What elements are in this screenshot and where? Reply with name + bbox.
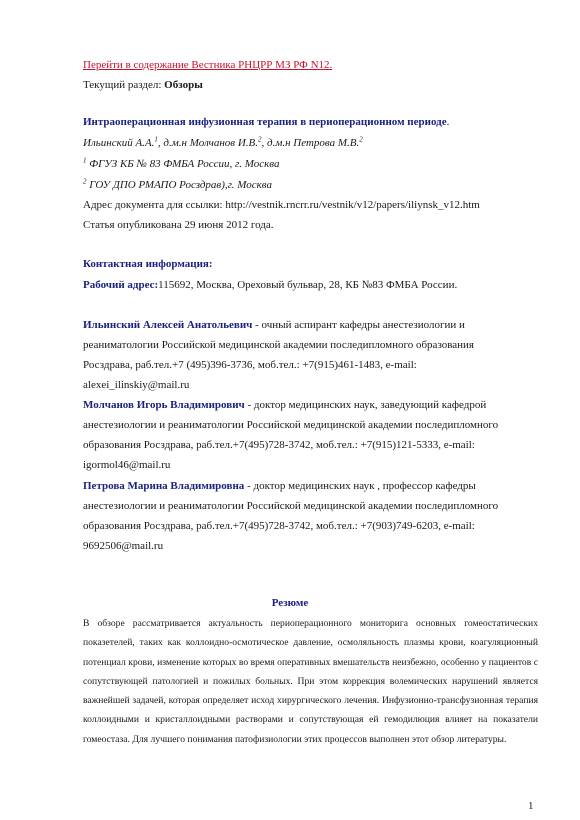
affiliation-text: ФГУЗ КБ № 83 ФМБА России, г. Москва [86,158,280,170]
work-address [83,278,457,292]
person-line [83,479,476,493]
author-sup: 2 [258,135,262,144]
author-name: д.м.н Молчанов И.В. [163,137,258,149]
document-address: Адрес документа для ссылки: http://vestnik.rncrr.ru/vestnik/v12/papers/iliynsk_v12.htm [83,199,480,211]
person-line: Росздрава, раб.тел.+7 (495)396-3736, моб.тел.: +7(915)461-1483, e-mail: [83,359,417,371]
person-line [83,398,486,412]
contact-heading: Контактная информация: [83,258,213,270]
person-line: образования Росздрава, раб.тел.+7(495)728-3742, моб.тел.: +7(903)749-6203, e-mail: [83,520,475,532]
author-sup: 2 [359,135,363,144]
article-title-text: Интраоперационная инфузионная терапия в периоперационном периоде [83,116,447,128]
current-section [83,78,203,92]
article-title [83,115,449,129]
person-line [83,318,465,332]
page-number: 1 [528,800,534,812]
abstract-heading: Резюме [271,597,309,609]
person-line: анестезиологии и реаниматологии Российской медицинской академии последипломного [83,419,499,431]
person-text: - доктор медицинских наук , профессор кафедры [244,480,476,492]
contents-link-line [83,58,332,72]
person-email: 9692506@mail.ru [83,540,164,552]
affiliation-sup: 2 [83,177,87,186]
article-title-dot: . [446,116,450,128]
person-email: igormol46@mail.ru [83,459,171,471]
abstract-text: В обзоре рассматривается актуальность периоперационного мониторига основных гомеостатических показетелей, таких как коллоидно-осмотическое давление, осмоляльность плазмы крови, коагуляционный потенциал крови, изменение которых во время оперативных вмешательств неизбежно, особенно у пациентов с сопутствующей патологией и пожилых больных. При этом коррекция волемических нарушений является важнейшей задачей, которая определяет исход хирургического лечения. Инфузионно-трансфузионная терапия коллоидными и кристаллоидными растворами и сопутствующая ей гемодилюция влияет на показатели гомеостаза. Для лучшего понимания патофизиологии этих процессов выполнен этот обзор литературы. [83,618,538,745]
person-line: реаниматологии Российской медицинской академии последипломного образования [83,339,474,351]
affiliation-sup: 1 [83,156,87,165]
contents-link[interactable]: Перейти в содержание Вестника РНЦРР МЗ РФ N12. [83,59,333,71]
authors-line [83,136,363,150]
published-date: Статья опубликована 29 июня 2012 года. [83,219,274,231]
person-text: - доктор медицинских наук, заведующий кафедрой [244,399,487,411]
person-line: анестезиологии и реаниматологии Российской медицинской академии последипломного [83,500,499,512]
person-line: образования Росздрава, раб.тел.+7(495)728-3742, моб.тел.: +7(915)121-5333, e-mail: [83,439,475,451]
person-email: alexei_ilinskiy@mail.ru [83,379,190,391]
author-sep: , [261,137,267,149]
person-name: Молчанов Игорь Владимирович [83,399,245,411]
author-name: Ильинский А.А. [83,137,155,149]
author-sup: 1 [154,135,158,144]
author-sep: , [157,137,164,149]
section-value: Обзоры [164,79,203,91]
affiliation-text: ГОУ ДПО РМАПО Росздрав),г. Москва [86,179,272,191]
section-label: Текущий раздел: [83,79,165,91]
work-address-label: Рабочий адрес: [83,279,159,291]
work-address-value: 115692, Москва, Ореховый бульвар, 28, КБ №83 ФМБА России. [158,279,458,291]
affiliation-1 [83,157,279,171]
affiliation-2 [83,178,272,192]
person-text: - очный аспирант кафедры анестезиологии и [252,319,465,331]
person-name: Ильинский Алексей Анатольевич [83,319,253,331]
person-name: Петрова Марина Владимировна [83,480,245,492]
author-name: д.м.н Петрова М.В. [267,137,360,149]
